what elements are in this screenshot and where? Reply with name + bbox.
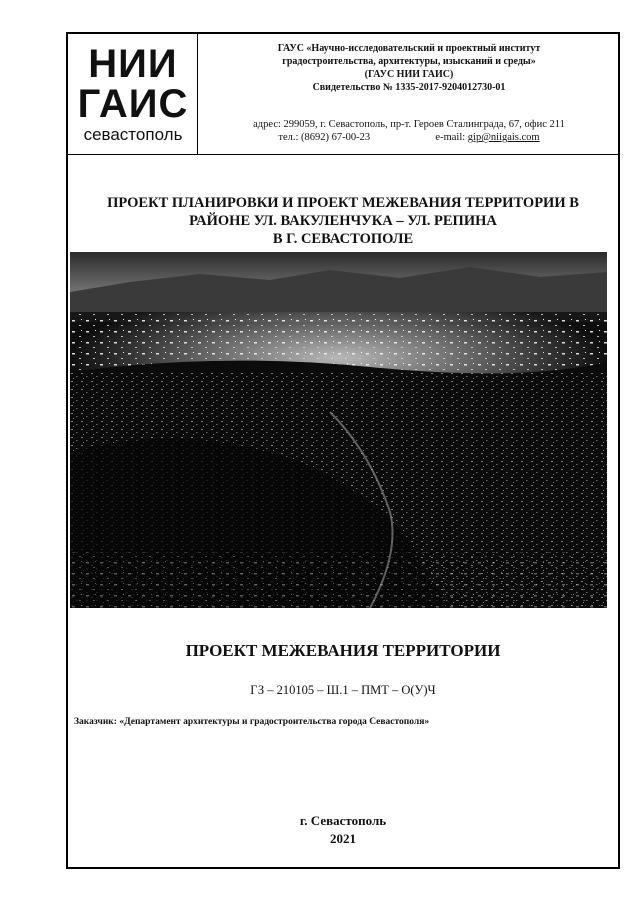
year: 2021: [330, 831, 356, 846]
contacts-block: [200, 118, 618, 144]
organization-line-1: ГАУС «Научно-исследовательский и проектный институт: [277, 43, 541, 54]
header: [68, 34, 618, 155]
organization-block: [200, 42, 618, 94]
document-title: [68, 194, 618, 248]
address: адрес: 299059, г. Севастополь, пр-т. Героев Сталинграда, 67, офис 211: [253, 119, 565, 130]
contacts-row: [200, 131, 618, 144]
customer-value: «Департамент архитектуры и градостроительства города Севастополя»: [119, 717, 430, 727]
phone: тел.: (8692) 67-00-23: [278, 132, 371, 143]
organization-line-3: (ГАУС НИИ ГАИС): [364, 69, 454, 80]
document-code: ГЗ – 210105 – Ш.1 – ПМТ – О(У)Ч: [250, 683, 436, 697]
city-panorama-photo: [70, 252, 607, 608]
email-label: e-mail:: [435, 132, 466, 143]
customer: [74, 716, 614, 729]
customer-label: Заказчик:: [74, 717, 117, 727]
document-frame: [66, 32, 620, 869]
logo: [68, 34, 198, 154]
certificate: Свидетельство № 1335-2017-9204012730-01: [312, 82, 506, 93]
city: г. Севастополь: [299, 813, 387, 828]
section-title: ПРОЕКТ МЕЖЕВАНИЯ ТЕРРИТОРИИ: [185, 641, 501, 660]
email-link[interactable]: gip@niigais.com: [467, 132, 540, 143]
title-line-2: РАЙОНЕ УЛ. ВАКУЛЕНЧУКА – УЛ. РЕПИНА: [189, 213, 497, 229]
organization-line-2: градостроительства, архитектуры, изысканий и среды»: [282, 56, 536, 67]
city-panorama-image: [70, 252, 607, 608]
logo-line-3: севастополь: [83, 125, 183, 144]
title-line-3: В Г. СЕВАСТОПОЛЕ: [272, 231, 414, 247]
title-line-1: ПРОЕКТ ПЛАНИРОВКИ И ПРОЕКТ МЕЖЕВАНИЯ ТЕРРИТОРИИ В: [107, 195, 579, 211]
logo-line-1: НИИ: [88, 42, 178, 86]
logo-line-2: ГАИС: [77, 82, 189, 126]
